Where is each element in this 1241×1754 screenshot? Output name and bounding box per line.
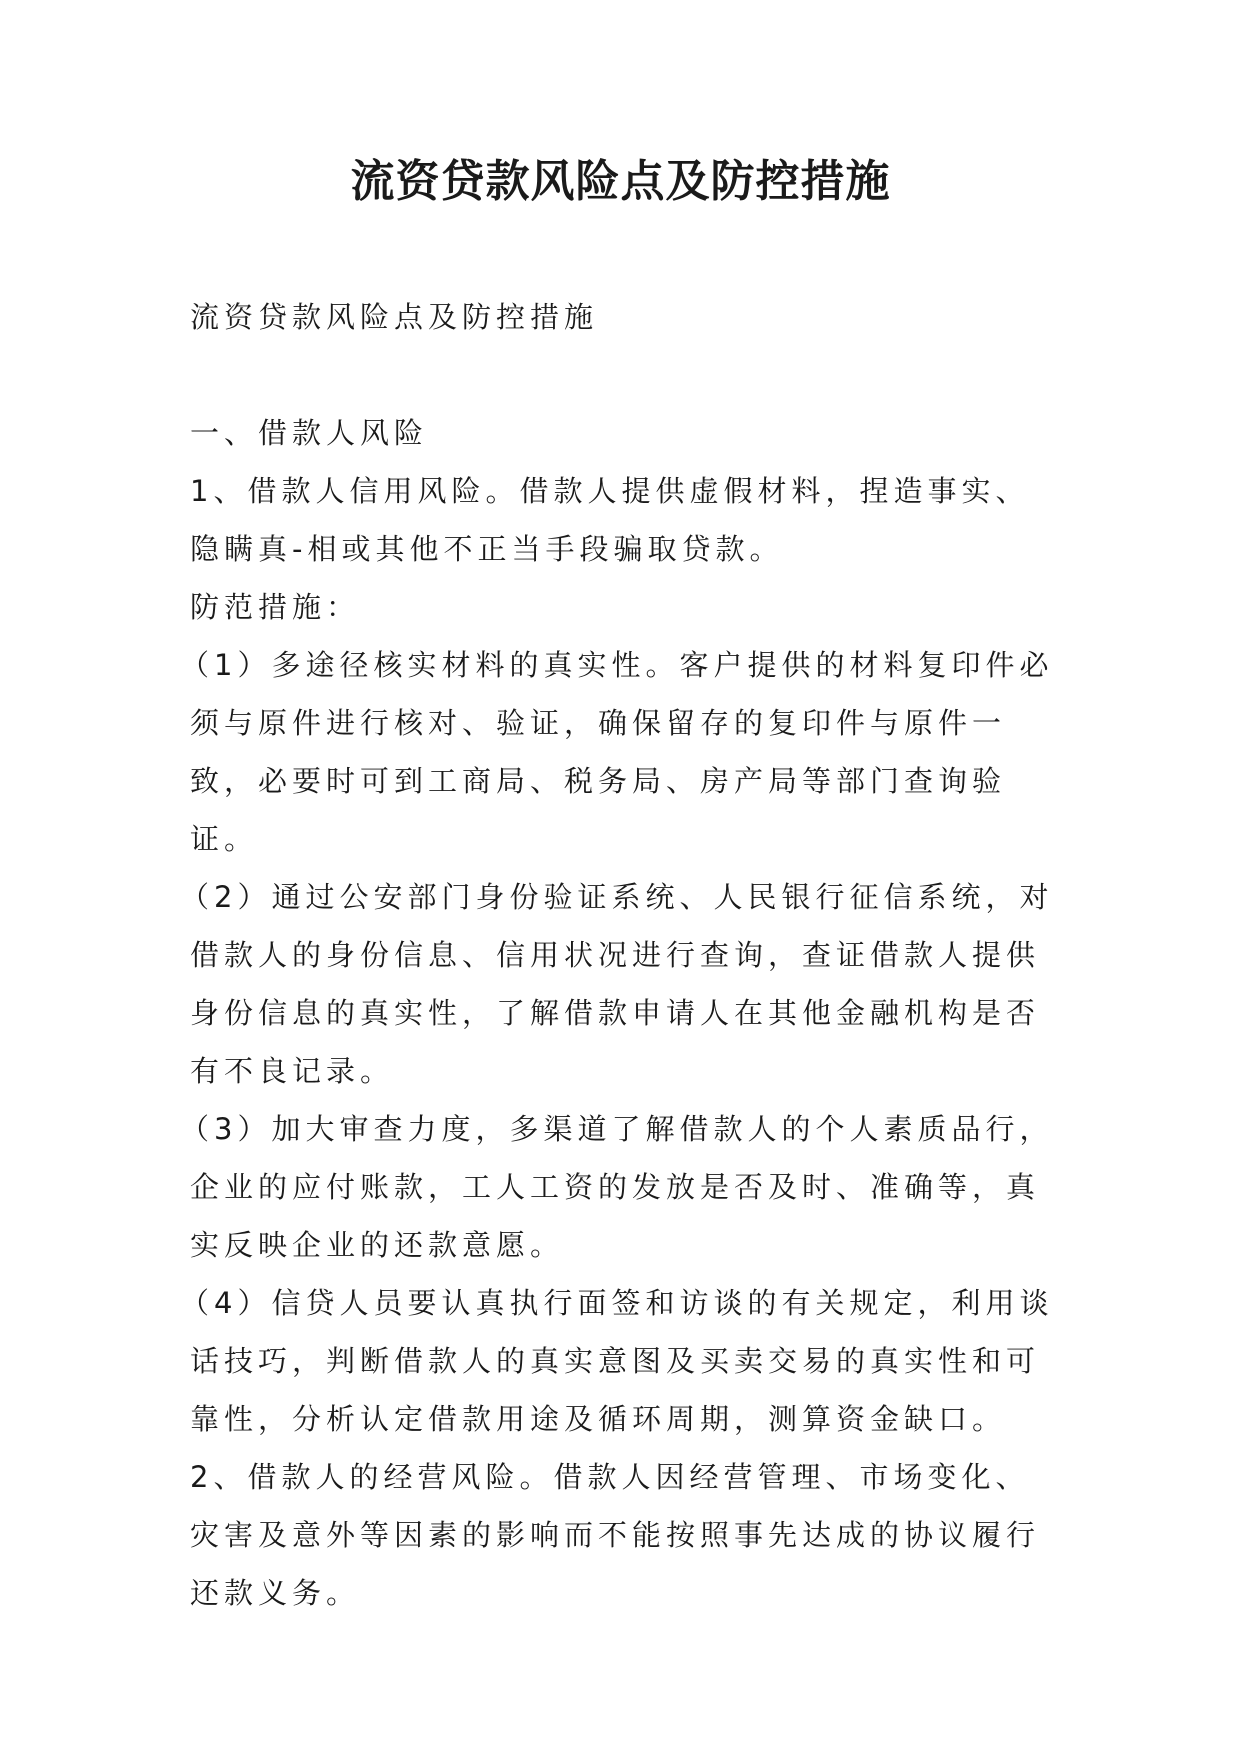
document-subtitle: 流资贷款风险点及防控措施 bbox=[190, 300, 599, 334]
paragraph-gap bbox=[190, 346, 1060, 404]
section-heading-borrower-risk: 一、借款人风险 bbox=[190, 416, 429, 450]
paragraph-measure-3: （3）加大审查力度，多渠道了解借款人的个人素质品行，企业的应付账款，工人工资的发放是否及时、准确等，真实反映企业的还款意愿。 bbox=[180, 1112, 1054, 1262]
paragraph-credit-risk: 1、借款人信用风险。借款人提供虚假材料，捏造事实、隐瞒真-相或其他不正当手段骗取贷款。 bbox=[190, 474, 1030, 566]
document-body bbox=[180, 288, 1060, 1622]
paragraph-operating-risk: 2、借款人的经营风险。借款人因经营管理、市场变化、灾害及意外等因素的影响而不能按照事先达成的协议履行还款义务。 bbox=[190, 1460, 1041, 1610]
paragraph-measures-label: 防范措施： bbox=[190, 590, 361, 624]
paragraph-measure-2: （2）通过公安部门身份验证系统、人民银行征信系统，对借款人的身份信息、信用状况进行查询，查证借款人提供身份信息的真实性，了解借款申请人在其他金融机构是否有不良记录。 bbox=[180, 880, 1054, 1088]
document-title: 流资贷款风险点及防控措施 bbox=[350, 156, 891, 207]
paragraph-measure-1: （1）多途径核实材料的真实性。客户提供的材料复印件必须与原件进行核对、验证，确保留存的复印件与原件一致，必要时可到工商局、税务局、房产局等部门查询验证。 bbox=[180, 648, 1054, 856]
paragraph-measure-4: （4）信贷人员要认真执行面签和访谈的有关规定，利用谈话技巧，判断借款人的真实意图及买卖交易的真实性和可靠性，分析认定借款用途及循环周期，测算资金缺口。 bbox=[180, 1286, 1054, 1436]
